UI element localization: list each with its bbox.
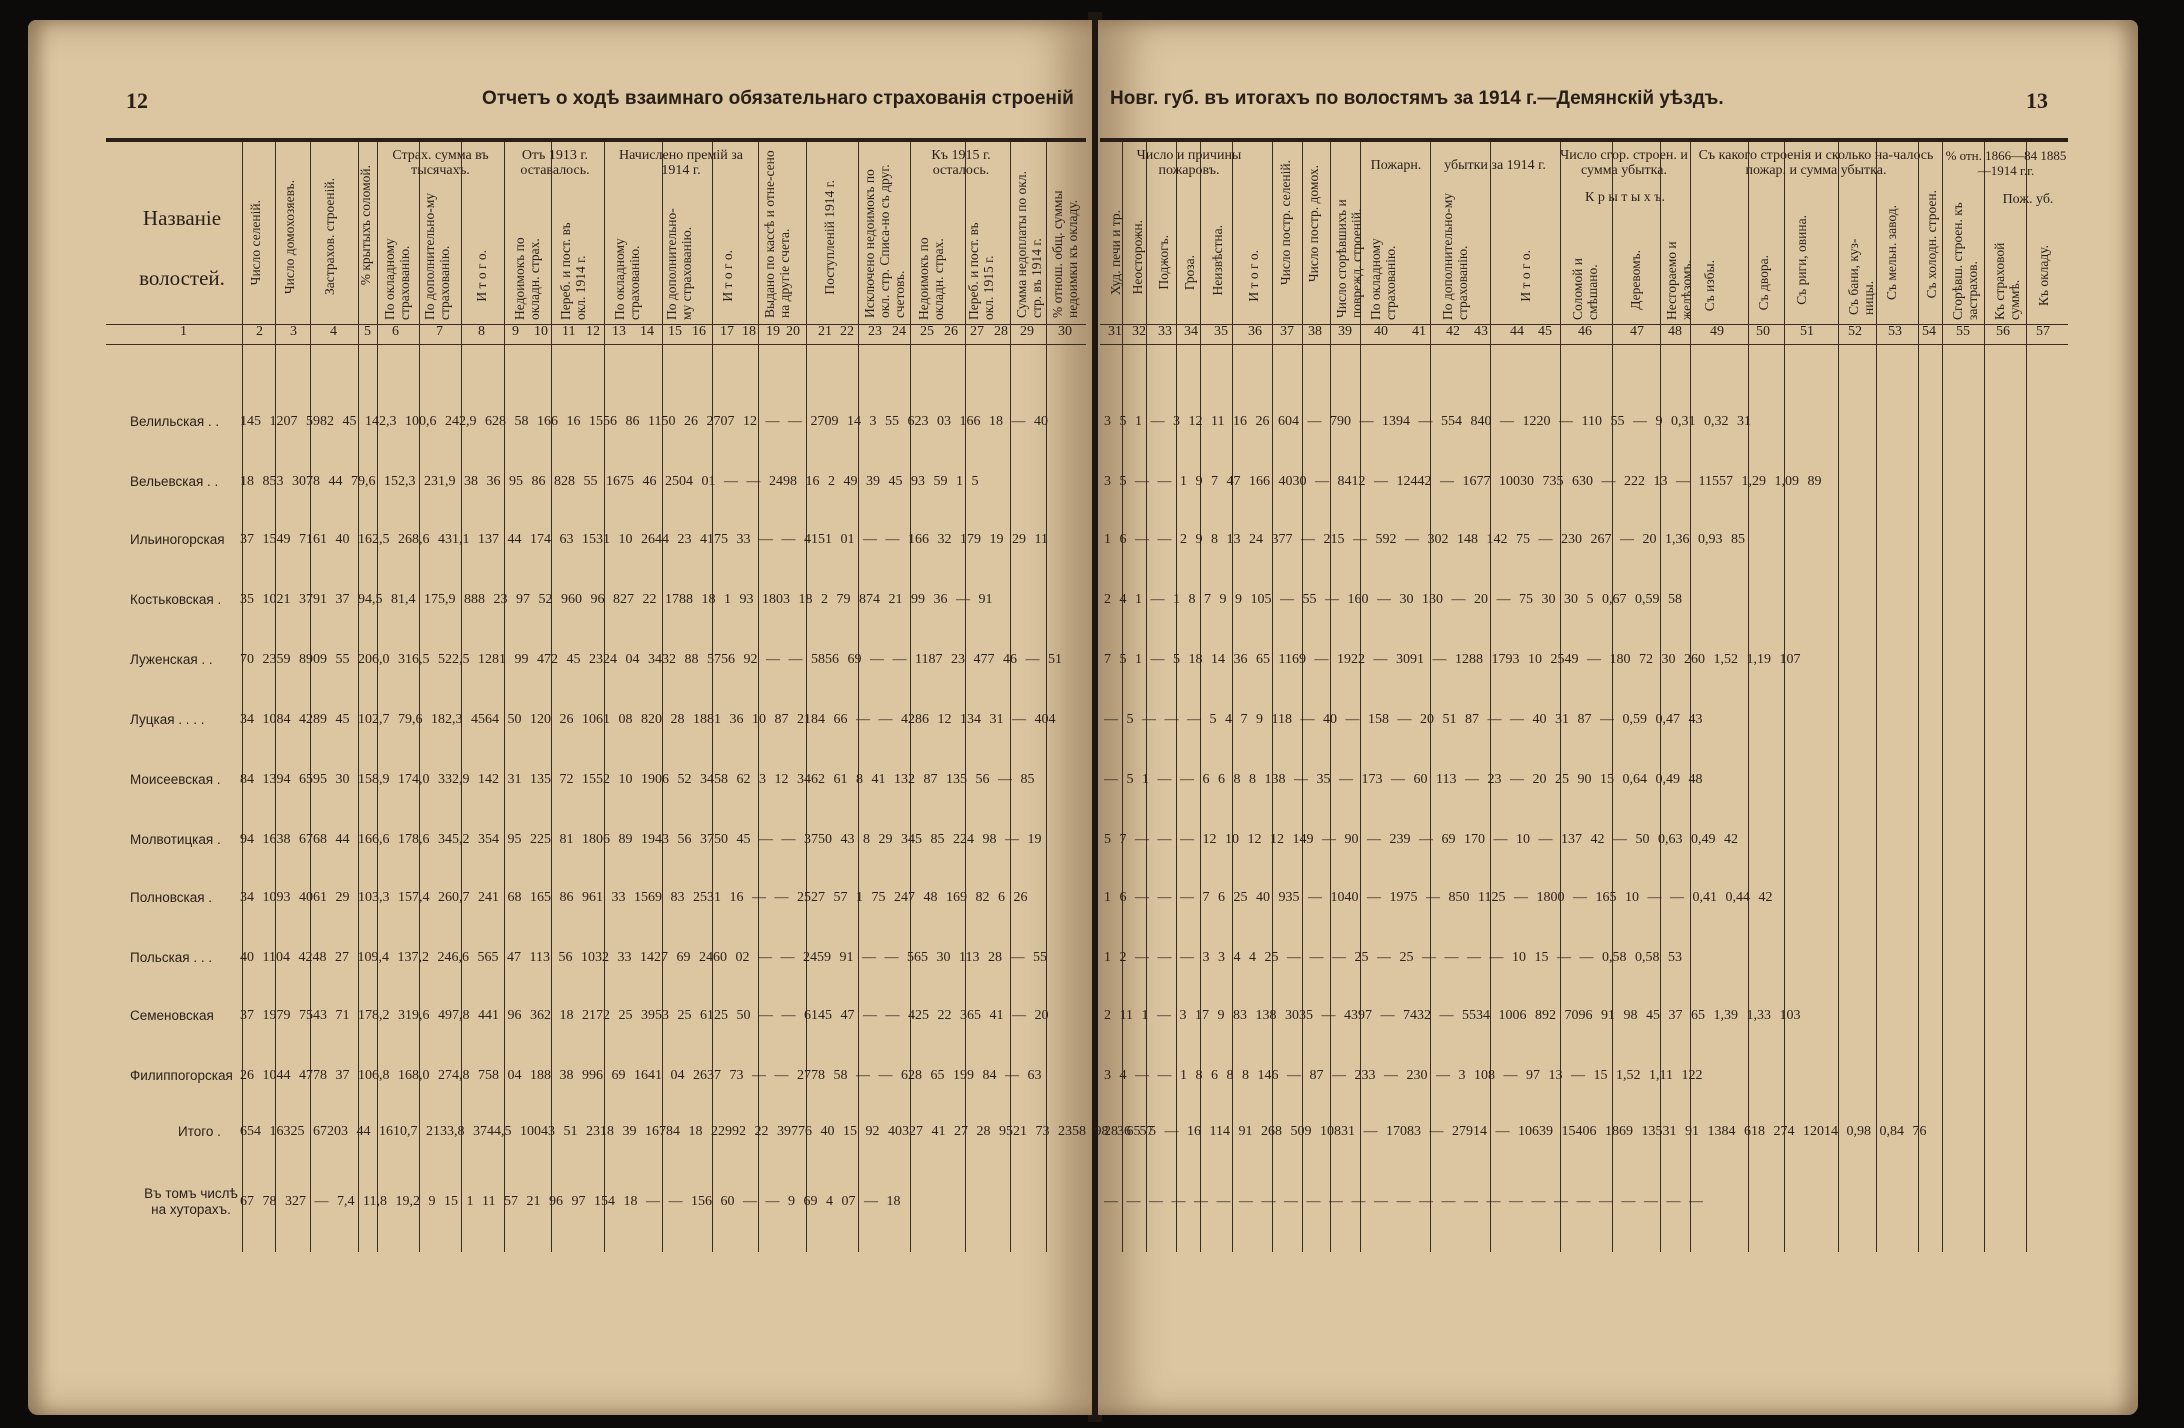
group-s-kakogo: Съ какого строенія и сколько на-чалось пожар. и сумма убытка.: [1698, 148, 1934, 178]
colnum-29: 29: [1020, 324, 1034, 339]
colnum-20: 20: [786, 324, 800, 339]
header-c15: По дополнительно-му страхованію.: [664, 208, 694, 320]
grid-line: [1272, 142, 1273, 1252]
colnum-40: 40: [1374, 324, 1388, 339]
colnum-13: 13: [612, 324, 626, 339]
header-c4: Застрахов. строеній.: [322, 178, 337, 295]
colnum-22: 22: [840, 324, 854, 339]
row-values-right: 1 6 — — 2 9 8 13 24 377 — 215 — 592 — 302 148 142 75 — 230 267 — 20 1,36 0,93 85: [1104, 532, 1745, 547]
header-c31: Худ. печи и тр.: [1108, 210, 1123, 296]
colnum-46: 46: [1578, 324, 1592, 339]
row-values-right: — 5 1 — — 6 6 8 8 138 — 35 — 173 — 60 113 — 23 — 20 25 90 15 0,64 0,49 48: [1104, 772, 1703, 787]
header-c42: По дополнительно-му страхованію.: [1440, 192, 1470, 320]
colnum-45: 45: [1538, 324, 1552, 339]
grid-line: [1784, 142, 1785, 1252]
header-c11: Переб. и пост. въ окл. 1914 г.: [558, 222, 588, 320]
colnum-37: 37: [1280, 324, 1294, 339]
colnum-56: 56: [1996, 324, 2010, 339]
colnum-15: 15: [668, 324, 682, 339]
row-values-right-total: 28 65 5 — 16 114 91 268 509 10831 — 17083 — 27914 — 10639 15406 1869 13531 91 1384 618 274 12014 0,98 0,84 76: [1104, 1124, 1927, 1139]
header-c46: Соломой и смѣшано.: [1570, 258, 1600, 320]
header-c7: По дополнительно-му страхованію.: [422, 192, 452, 320]
header-c34: Гроза.: [1182, 255, 1197, 291]
colnum-51: 51: [1800, 324, 1814, 339]
row-values-right: 7 5 1 — 5 18 14 36 65 1169 — 1922 — 3091 — 1288 1793 10 2549 — 180 72 30 260 1,52 1,19 107: [1104, 652, 1801, 667]
grid-line: [758, 142, 759, 1252]
header-c8: И т о г о.: [474, 250, 489, 302]
group-nachisleno: Начислено премій за 1914 г.: [619, 148, 743, 178]
row-values-left: 35 1021 3791 37 94,5 81,4 175,9 888 23 97 52 960 96 827 22 1788 18 1 93 1803 18 2 79 874 21 99 36 — 91: [240, 592, 993, 607]
row-name: Велильская . .: [130, 414, 220, 429]
grid-line: [2026, 142, 2027, 1252]
grid-line: [419, 142, 420, 1252]
colnum-50: 50: [1756, 324, 1770, 339]
row-values-left: 34 1084 4289 45 102,7 79,6 182,3 4564 50 120 26 1061 08 820 28 1881 36 10 87 2184 66 — — 4286 12 134 31 — 404: [240, 712, 1056, 727]
colnum-21: 21: [818, 324, 832, 339]
row-name: Полновская .: [130, 890, 213, 905]
header-c19: Выдано по кассѣ и отне-сено на другіе счета.: [762, 150, 792, 318]
colnum-17: 17: [720, 324, 734, 339]
group-ubytki: убытки за 1914 г.: [1444, 158, 1546, 173]
row-values-left-total: 654 16325 67203 44 1610,7 2133,8 3744,5 10043 51 2318 39 16784 18 22992 22 39776 40 15 92 40327 41 27 28 9521 73 2358 98 36 57: [240, 1124, 1154, 1139]
grid-line: [1146, 142, 1147, 1252]
colnum-48: 48: [1668, 324, 1682, 339]
colnum-8: 8: [478, 324, 485, 339]
header-c51: Съ риги, овина.: [1794, 215, 1809, 305]
header-c50: Съ двора.: [1756, 255, 1771, 311]
grid-line: [504, 142, 505, 1252]
colnum-bottom-line-right: [1100, 344, 2068, 345]
grid-line: [1330, 142, 1331, 1252]
header-c47: Деревомъ.: [1628, 250, 1643, 310]
header-c25: Недоимокъ по окладн. страх.: [916, 237, 946, 320]
row-values-right: 3 5 — — 1 9 7 47 166 4030 — 8412 — 12442 — 1677 10030 735 630 — 222 13 — 11557 1,29 1,09 89: [1104, 474, 1822, 489]
row-values-left: 70 2359 8909 55 206,0 316,5 522,5 1281 99 472 45 2324 04 3432 88 5756 92 — — 5856 69 — — 1187 23 477 46 — 51: [240, 652, 1062, 667]
grid-line: [858, 142, 859, 1252]
row-name: Луцкая . . . .: [130, 712, 205, 727]
row-values-left: 18 853 3078 44 79,6 152,3 231,9 38 36 95 86 828 55 1675 46 2504 01 — — 2498 16 2 49 39 45 93 59 1 5: [240, 474, 979, 489]
grid-line: [1046, 142, 1047, 1252]
row-values-right: 2 4 1 — 1 8 7 9 9 105 — 55 — 160 — 30 130 — 20 — 75 30 30 5 0,67 0,59 58: [1104, 592, 1682, 607]
group-chislo-sgor: Число сгор. строен. и сумма убытка.: [1560, 148, 1688, 178]
colnum-38: 38: [1308, 324, 1322, 339]
header-c57: Къ окладу.: [2036, 245, 2051, 307]
grid-line: [1748, 142, 1749, 1252]
row-values-right: — 5 — — — 5 4 7 9 118 — 40 — 158 — 20 51 87 — — 40 31 87 — 0,59 0,47 43: [1104, 712, 1703, 727]
row-name: Луженская . .: [130, 652, 213, 667]
header-c6: По окладному страхованію.: [382, 238, 412, 320]
colnum-55: 55: [1956, 324, 1970, 339]
row-name: Моисеевская .: [130, 772, 221, 787]
name-header: [132, 188, 232, 308]
grid-line: [662, 142, 663, 1252]
row-name-khutora: Въ томъ числѣ на хуторахъ.: [144, 1186, 238, 1217]
grid-line: [1942, 142, 1943, 1252]
group-krytykh: К р ы т ы х ъ.: [1584, 190, 1665, 205]
row-values-left: 26 1044 4778 37 106,8 168,0 274,8 758 04 188 38 996 69 1641 04 2637 73 — — 2778 58 — — 628 65 199 84 — 63: [240, 1068, 1042, 1083]
colnum-24: 24: [892, 324, 906, 339]
header-c32: Неосторожн.: [1130, 220, 1145, 295]
header-c40: По окладному страхованію.: [1368, 238, 1398, 320]
group-ot1913: Отъ 1913 г. оставалось.: [520, 148, 590, 178]
colnum-18: 18: [742, 324, 756, 339]
colnum-33: 33: [1158, 324, 1172, 339]
header-c33: Поджогъ.: [1156, 235, 1171, 290]
colnum-14: 14: [640, 324, 654, 339]
row-values-right: 1 2 — — — 3 3 4 4 25 — — — 25 — 25 — — — — 10 15 — — 0,58 0,58 53: [1104, 950, 1682, 965]
row-values-right: 2 11 1 — 3 17 9 83 138 3035 — 4397 — 7432 — 5534 1006 892 7096 91 98 45 37 65 1,39 1,33 103: [1104, 1008, 1801, 1023]
left-page-number: 12: [126, 88, 148, 113]
grid-line: [1176, 142, 1177, 1252]
header-c2: Число селеній.: [248, 200, 263, 286]
row-name: Костьковская .: [130, 592, 222, 607]
grid-line: [1200, 142, 1201, 1252]
header-c37: Число постр. селеній.: [1278, 160, 1293, 286]
grid-line: [242, 142, 243, 1252]
row-name: Филиппогорская: [130, 1068, 233, 1083]
row-values-left: 40 1104 4248 27 109,4 137,2 246,6 565 47 113 56 1032 33 1427 69 2460 02 — — 2459 91 — — 565 30 113 28 — 55: [240, 950, 1047, 965]
colnum-52: 52: [1848, 324, 1862, 339]
colnum-5: 5: [364, 324, 371, 339]
right-page-title: Новг. губ. въ итогахъ по волостямъ за 1914 г.—Демянскій уѣздъ.: [1110, 88, 1724, 109]
grid-line: [1876, 142, 1877, 1252]
colnum-19: 19: [766, 324, 780, 339]
colnum-41: 41: [1412, 324, 1426, 339]
colnum-31: 31: [1108, 324, 1122, 339]
grid-line: [551, 142, 552, 1252]
left-top-rule: [106, 138, 1086, 142]
row-values-right: 3 5 1 — 3 12 11 16 26 604 — 790 — 1394 — 554 840 — 1220 — 110 55 — 9 0,31 0,32 31: [1104, 414, 1751, 429]
header-c21: Поступленій 1914 г.: [822, 180, 837, 295]
colnum-35: 35: [1214, 324, 1228, 339]
row-name: Польская . . .: [130, 950, 213, 965]
header-c39: Число сгорѣвшихъ и поврежд. строеній.: [1334, 199, 1364, 318]
header-c13: По окладному страхованію.: [612, 238, 642, 320]
group-prichiny: Число и причины пожаровъ.: [1136, 148, 1242, 178]
header-c9: Недоимокъ по окладн. страх.: [512, 237, 542, 320]
left-page-title: Отчетъ о ходѣ взаимнаго обязательнаго страхованія строеній: [482, 88, 1074, 109]
header-c56: Къ страховой суммѣ.: [1992, 242, 2022, 320]
grid-line: [1302, 142, 1303, 1252]
colnum-39: 39: [1338, 324, 1352, 339]
row-values-right-khutora: — — — — — — — — — — — — — — — — — — — — — — — — — — —: [1104, 1194, 1703, 1209]
header-c17: И т о г о.: [720, 250, 735, 302]
colnum-3: 3: [290, 324, 297, 339]
grid-line: [604, 142, 605, 1252]
colnum-27: 27: [970, 324, 984, 339]
header-c5: % крытыхъ соломой.: [358, 165, 373, 286]
colnum-12: 12: [586, 324, 600, 339]
colnum-28: 28: [994, 324, 1008, 339]
header-c35: Неизвѣстна.: [1210, 225, 1225, 296]
grid-line: [1612, 142, 1613, 1252]
header-c49: Съ избы.: [1702, 260, 1717, 312]
colnum-11: 11: [562, 324, 576, 339]
right-top-rule: [1100, 138, 2068, 142]
header-c36: И т о г о.: [1246, 250, 1261, 302]
row-values-right: 1 6 — — — 7 6 25 40 935 — 1040 — 1975 — 850 1125 — 1800 — 165 10 — — 0,41 0,44 42: [1104, 890, 1773, 905]
header-c55: Сгорѣвш. строен. къ застрахов.: [1950, 202, 1980, 320]
row-name: Ильиногорская: [130, 532, 225, 547]
header-c44: И т о г о.: [1518, 250, 1533, 302]
row-values-left: 34 1093 4061 29 103,3 157,4 260,7 241 68 165 86 961 33 1569 83 2531 16 — — 2527 57 1 75 247 48 169 82 6 26: [240, 890, 1028, 905]
name-header-line1: Названіе: [142, 206, 222, 230]
colnum-26: 26: [944, 324, 958, 339]
colnum-36: 36: [1248, 324, 1262, 339]
colnum-23: 23: [868, 324, 882, 339]
row-values-left: 94 1638 6768 44 166,6 178,6 345,2 354 95 225 81 1806 89 1943 56 3750 45 — — 3750 43 8 29 345 85 224 98 — 19: [240, 832, 1042, 847]
group-otn: % отн. 1866—84 1885—1914 г.г.: [1945, 148, 2067, 178]
grid-line: [310, 142, 311, 1252]
grid-line: [461, 142, 462, 1252]
row-name: Молвотицкая .: [130, 832, 221, 847]
group-k1915: Къ 1915 г. осталось.: [931, 148, 991, 178]
row-values-right: 5 7 — — — 12 10 12 12 149 — 90 — 239 — 69 170 — 10 — 137 42 — 50 0,63 0,49 42: [1104, 832, 1738, 847]
header-c38: Число постр. домох.: [1306, 165, 1321, 283]
grid-line: [1918, 142, 1919, 1252]
grid-line: [806, 142, 807, 1252]
name-header-line2: волостей.: [139, 266, 225, 290]
colnum-34: 34: [1184, 324, 1198, 339]
row-name-total: Итого .: [178, 1124, 221, 1139]
colnum-47: 47: [1630, 324, 1644, 339]
grid-line: [1838, 142, 1839, 1252]
right-page-number: 13: [2026, 88, 2048, 113]
row-values-left: 37 1549 7161 40 162,5 268,6 431,1 137 44 174 63 1531 10 2644 23 4175 33 — — 4151 01 — — 166 32 179 19 29 11: [240, 532, 1048, 547]
colnum-6: 6: [392, 324, 399, 339]
grid-line: [1010, 142, 1011, 1252]
header-c27: Переб. и пост. въ окл. 1915 г.: [966, 222, 996, 320]
colnum-25: 25: [920, 324, 934, 339]
grid-line: [377, 142, 378, 1252]
grid-line: [1660, 142, 1661, 1252]
header-c3: Число домохозяевъ.: [282, 180, 297, 295]
colnum-4: 4: [330, 324, 337, 339]
grid-line: [1490, 142, 1491, 1252]
row-values-right: 3 4 — — 1 8 6 8 8 146 — 87 — 233 — 230 — 3 108 — 97 13 — 15 1,52 1,11 122: [1104, 1068, 1703, 1083]
colnum-49: 49: [1710, 324, 1724, 339]
group-strakh-sum: Страх. сумма въ тысячахъ.: [392, 148, 489, 178]
row-values-left-khutora: 67 78 327 — 7,4 11,8 19,2 9 15 1 11 57 21 96 97 154 18 — — 156 60 — — 9 69 4 07 — 18: [240, 1194, 901, 1209]
row-values-left: 145 1207 5982 45 142,3 100,6 242,9 628 58 166 16 1556 86 1150 26 2707 12 — — 2709 14 3 55 623 03 166 18 — 40: [240, 414, 1048, 429]
colnum-1: 1: [180, 324, 187, 339]
colnum-bottom-line: [106, 344, 1086, 345]
colnum-42: 42: [1446, 324, 1460, 339]
header-c52: Съ бани, куз-ницы.: [1846, 238, 1876, 315]
colnum-30: 30: [1058, 324, 1072, 339]
grid-line: [275, 142, 276, 1252]
grid-line: [1984, 142, 1985, 1252]
colnum-57: 57: [2036, 324, 2050, 339]
colnum-9: 9: [512, 324, 519, 339]
colnum-10: 10: [534, 324, 548, 339]
header-c53: Съ мельн. завод.: [1884, 205, 1899, 300]
row-name: Семеновская: [130, 1008, 214, 1023]
grid-line: [358, 142, 359, 1252]
colnum-16: 16: [692, 324, 706, 339]
grid-line: [712, 142, 713, 1252]
group-pozh-ub: Пож. уб.: [2002, 192, 2054, 207]
header-c29: Сумма недоплаты по окл. стр. въ 1914 г.: [1014, 171, 1044, 318]
header-c48: Несгораемо и желѣзомъ.: [1664, 241, 1694, 320]
grid-line: [1122, 142, 1123, 1252]
grid-line: [1430, 142, 1431, 1252]
colnum-53: 53: [1888, 324, 1902, 339]
group-pozhar: Пожарн.: [1370, 158, 1422, 173]
header-c30: % отнош. общ. суммы недоимки къ окладу.: [1050, 190, 1080, 318]
colnum-2: 2: [256, 324, 263, 339]
colnum-32: 32: [1132, 324, 1146, 339]
row-values-left: 84 1394 6595 30 158,9 174,0 332,9 142 31 135 72 1552 10 1906 52 3458 62 3 12 3462 61 8 41 132 87 135 56 — 85: [240, 772, 1035, 787]
colnum-44: 44: [1510, 324, 1524, 339]
grid-line: [910, 142, 911, 1252]
header-c23: Исключено недоимокъ по окл. стр. Списа-но съ друг. счетовъ.: [862, 164, 907, 318]
colnum-43: 43: [1474, 324, 1488, 339]
colnum-54: 54: [1922, 324, 1936, 339]
colnum-7: 7: [436, 324, 443, 339]
header-c54: Съ холодн. строен.: [1924, 190, 1939, 299]
grid-line: [1560, 142, 1561, 1252]
grid-line: [1232, 142, 1233, 1252]
row-values-left: 37 1979 7543 71 178,2 319,6 497,8 441 96 362 18 2172 25 3953 25 6125 50 — — 6145 47 — — 425 22 365 41 — 20: [240, 1008, 1049, 1023]
row-name: Вельевская . .: [130, 474, 219, 489]
